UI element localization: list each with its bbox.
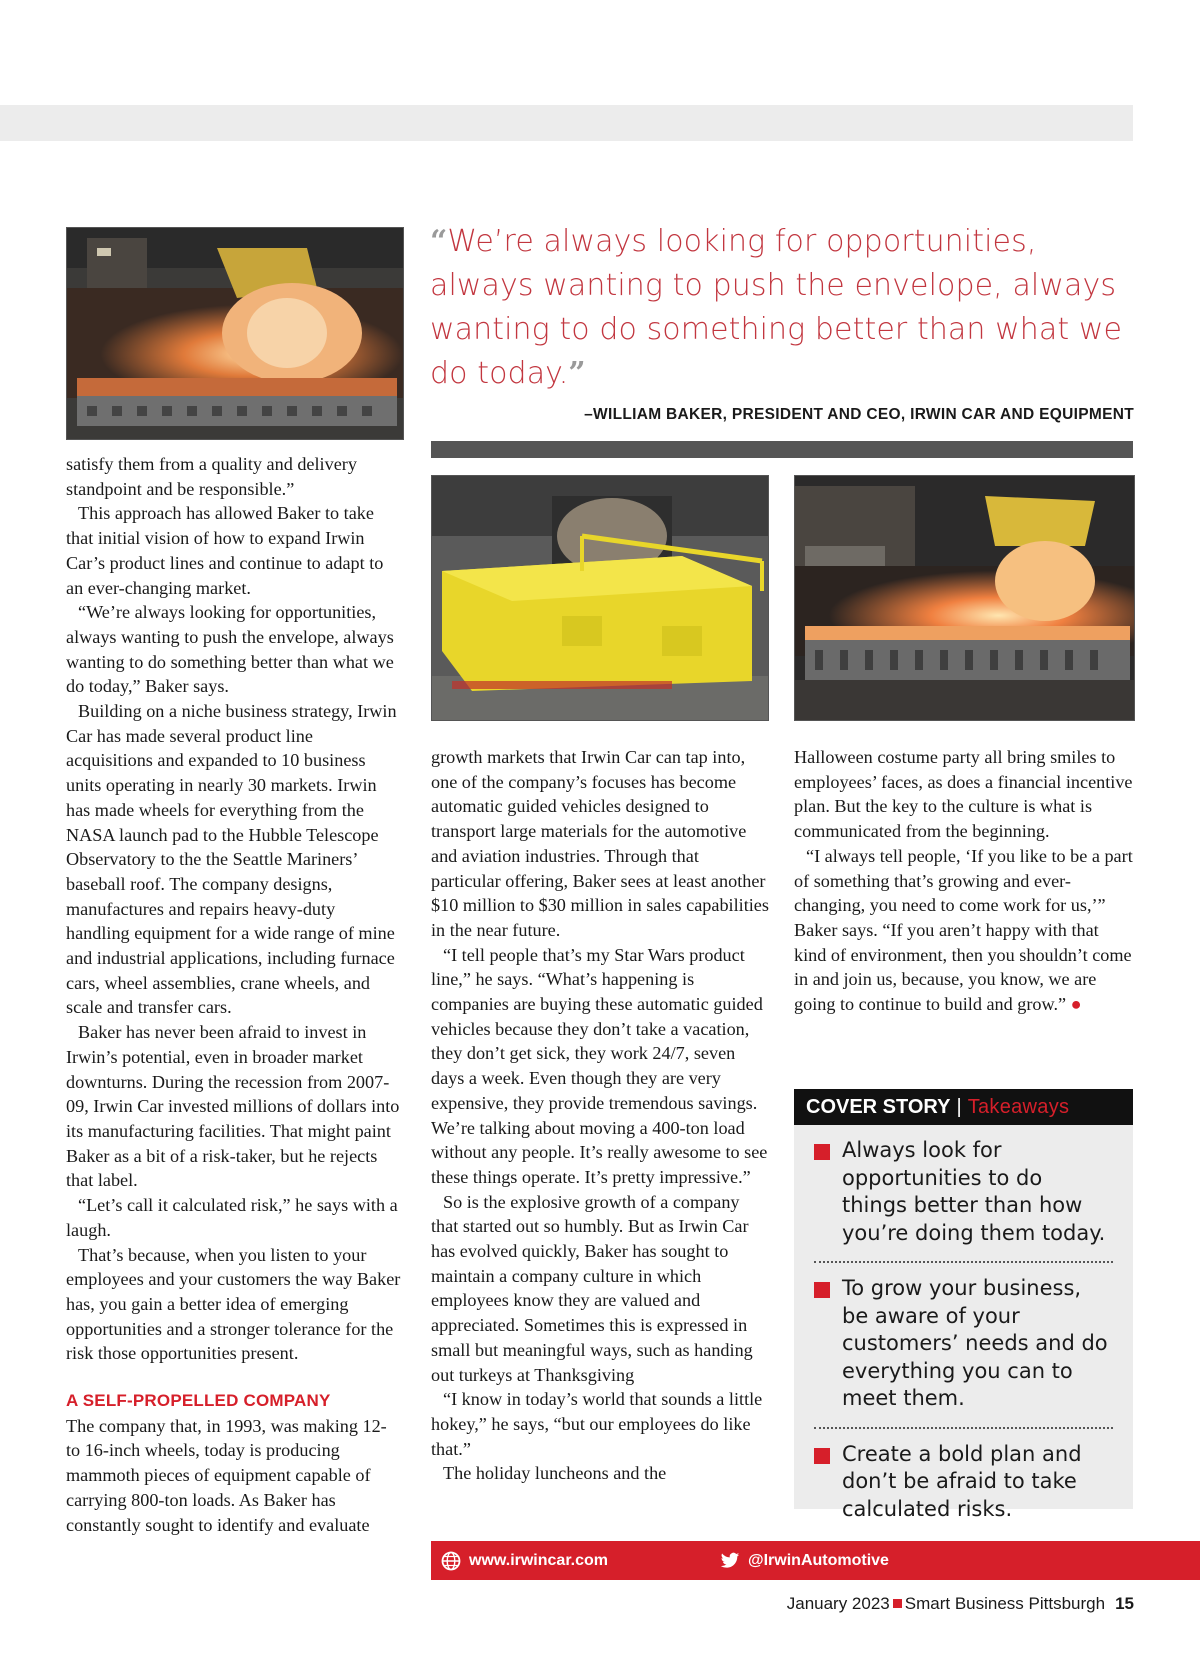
hot-coil-photo: [794, 475, 1135, 721]
website-url: www.irwincar.com: [469, 1551, 609, 1569]
column1-paragraph: satisfy them from a quality and delivery standpoint and be responsible.”: [66, 454, 357, 499]
column2-paragraph: So is the explosive growth of a company that started out so humbly. But as Irwin Car has evolved quickly, Baker has sought to maintain a company culture in which employees know they are valued and appreciated. Sometimes this is expressed in small but meaningful ways, such as handing out turkeys at Thanksgiving: [431, 1191, 753, 1385]
column3-paragraph-text: “I always tell people, ‘If you like to be a part of something that’s growing and ever-changing, you need to come work for us,’” Baker says. “If you aren’t happy with that kind of environment, then you shouldn’t come in and join us, because, you know, we are going to continue to build and grow.”: [794, 845, 1133, 1015]
furnace-car-image: [67, 228, 403, 439]
globe-icon: [441, 1551, 461, 1571]
column2-paragraph: The holiday luncheons and the: [443, 1463, 667, 1484]
red-square-separator-icon: [893, 1599, 902, 1608]
yellow-agv-photo: [431, 475, 769, 721]
red-square-bullet-icon: [814, 1448, 830, 1464]
twitter-bird-icon: [720, 1552, 740, 1570]
takeaway-text: Always look for opportunities to do things better than how you’re doing them today.: [842, 1138, 1106, 1245]
takeaways-title: COVER STORY: [806, 1095, 951, 1118]
column2-paragraph: “I tell people that’s my Star Wars product line,” he says. “What’s happening is companies are buying these automatic guided vehicles because they don’t take a vacation, they don’t get sick, they work 24/7, seven days a week. Even though they are very expensive, they provide tremendous savings. We’re talking about moving a 400-ton load without any people. It’s really awesome to see these things operate. It’s pretty impressive.”: [431, 944, 768, 1187]
column1-paragraph: This approach has allowed Baker to take that initial vision of how to expand Irwin Car’s product lines and continue to adapt to an ever-changing market.: [66, 503, 384, 598]
column1-paragraph: Baker has never been afraid to invest in Irwin’s potential, even in broader market downturns. During the recession from 2007-09, Irwin Car invested millions of dollars into its manufacturing facilities. That might paint Baker as a bit of a risk-taker, but he rejects that label.: [66, 1022, 400, 1191]
article-column-2: [431, 745, 770, 1486]
twitter-link[interactable]: [720, 1541, 889, 1580]
takeaways-subtitle: Takeaways: [967, 1095, 1070, 1118]
takeaway-text: To grow your business, be aware of your customers’ needs and do everything you can to meet them.: [842, 1276, 1108, 1410]
publication-name: Smart Business Pittsburgh: [904, 1594, 1106, 1613]
column1-paragraph: “Let’s call it calculated risk,” he says with a laugh.: [66, 1195, 398, 1240]
column2-paragraph: “I know in today’s world that sounds a little hokey,” he says, “but our employees do like that.”: [431, 1389, 763, 1459]
top-gray-band: [0, 105, 1133, 141]
column3-paragraph: [794, 844, 1133, 1017]
twitter-handle: @IrwinAutomotive: [748, 1551, 889, 1569]
issue-date: January 2023: [786, 1594, 890, 1613]
column1-paragraph: “We’re always looking for opportunities, always wanting to push the envelope, always wanting to do something better than what we do today,” Baker says.: [66, 602, 394, 697]
takeaway-text: Create a bold plan and don’t be afraid to take calculated risks.: [842, 1441, 1082, 1521]
end-mark-icon: ●: [1070, 994, 1082, 1015]
column2-paragraph: growth markets that Irwin Car can tap into, one of the company’s focuses has become automatic guided vehicles designed to transport large materials for the automotive and aviation industries. Through that particular offering, Baker sees at least another $10 million to $30 million in sales capabilities in the near future.: [431, 747, 769, 940]
furnace-car-photo: [66, 227, 404, 440]
open-quote-mark: “: [430, 224, 448, 259]
website-link[interactable]: [441, 1541, 608, 1580]
close-quote-mark: ”: [568, 356, 586, 391]
section-subhead: A SELF-PROPELLED COMPANY: [66, 1391, 331, 1411]
column3-paragraph: Halloween costume party all bring smiles to employees’ faces, as does a financial incentive plan. But the key to the culture is what is communicated from the beginning.: [794, 747, 1133, 842]
takeaways-divider: |: [956, 1095, 962, 1118]
divider-bar: [431, 441, 1133, 458]
article-column-3: [794, 745, 1133, 1017]
pull-quote-text: We’re always looking for opportunities, always wanting to push the envelope, always wanting to do something better than what we do today.: [430, 224, 1123, 391]
column1-paragraph: Building on a niche business strategy, Irwin Car has made several product line acquisitions and expanded to 10 business units operating in nearly 30 markets. Irwin has made wheels for everything from the NASA launch pad to the Hubble Telescope Observatory to the the Seattle Mariners’ baseball roof. The company designs, manufactures and repairs heavy-duty handling equipment for a wide range of mine and industrial applications, including furnace cars, wheel assemblies, crane wheels, and scale and transfer cars.: [66, 701, 397, 1018]
article-column-1: [66, 452, 402, 1537]
red-square-bullet-icon: [814, 1282, 830, 1298]
page-number: 15: [1115, 1594, 1134, 1613]
takeaway-item: [814, 1429, 1113, 1538]
column1-paragraph: That’s because, when you listen to your employees and your customers the way Baker has, you gain a better idea of emerging opportunities and a stronger tolerance for the risk those opportunities present.: [66, 1244, 401, 1364]
pull-quote: [430, 220, 1140, 396]
hot-coil-image: [795, 476, 1134, 720]
footer-contact-bar: [431, 1541, 1200, 1580]
agv-vehicle-image: [432, 476, 768, 720]
red-square-bullet-icon: [814, 1144, 830, 1160]
column1-paragraph: The company that, in 1993, was making 12- to 16-inch wheels, today is producing mammoth pieces of equipment capable of carrying 800-ton loads. As Baker has constantly sought to identify and evaluate: [66, 1415, 387, 1535]
takeaways-box: [794, 1089, 1133, 1521]
takeaway-item: [814, 1263, 1113, 1429]
takeaway-item: [814, 1125, 1113, 1263]
takeaways-header: [794, 1089, 1133, 1125]
pull-quote-attribution: –WILLIAM BAKER, PRESIDENT AND CEO, IRWIN CAR AND EQUIPMENT: [584, 406, 1134, 423]
page-folio: [787, 1594, 1134, 1614]
